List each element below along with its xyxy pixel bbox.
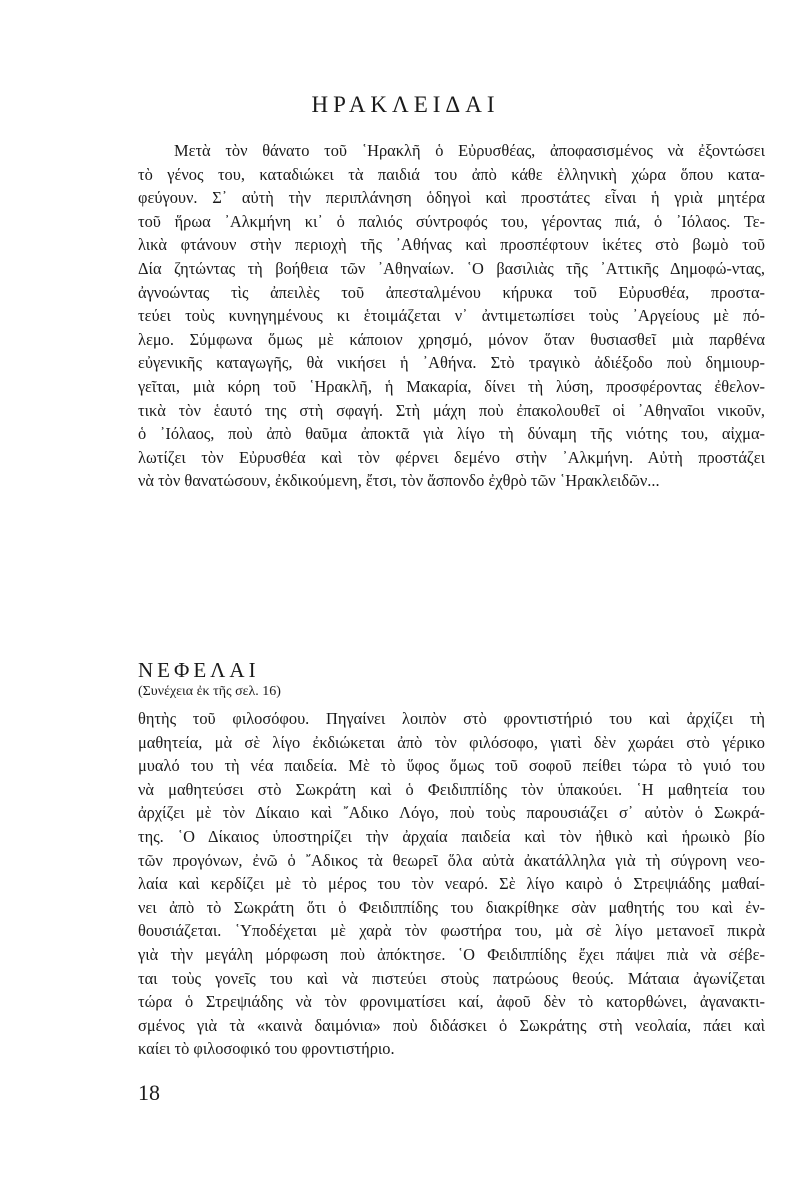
- text-line: τικὰ τὸν ἑαυτό της στὴ σφαγή. Στὴ μάχη ποὺ ἐπακολουθεῖ οἱ ᾽Αθηναῖοι νικοῦν,: [138, 400, 765, 420]
- text-line: σμένος γιὰ τὰ «καινὰ δαιμόνια» ποὺ διδάσκει ὁ Σωκράτης στὴ νεολαία, πάει καὶ: [138, 1015, 765, 1035]
- text-line: νει ἀπὸ τὸ Σωκράτη ὅτι ὁ Φειδιππίδης του διακρίθηκε σὰν μαθητής του καὶ ἐν-: [138, 897, 765, 917]
- text-line: γεῖται, μιὰ κόρη τοῦ ῾Ηρακλῆ, ἡ Μακαρία, δίνει τὴ λύση, προσφέροντας ἐθελον-: [138, 376, 765, 396]
- text-line: θητὴς τοῦ φιλοσόφου. Πηγαίνει λοιπὸν στὸ φροντιστήριό του καὶ ἀρχίζει τὴ: [138, 709, 765, 728]
- section-heracleidae-text: [138, 139, 765, 493]
- text-line: τώρα ὁ Στρεψιάδης νὰ τὸν φρονιματίσει καί, ἀφοῦ δὲν τὸ κατορθώνει, ἀγανακτι-: [138, 992, 765, 1012]
- page-number: 18: [138, 1080, 160, 1105]
- continued-note: (Συνέχεια ἐκ τῆς σελ. 16): [138, 684, 281, 699]
- text-line: λεμο. Σύμφωνα ὅμως μὲ κάποιον χρησμό, μόνον ὅταν θυσιασθεῖ μιὰ παρθένα: [138, 329, 765, 349]
- text-line: μαθητεία, μὰ σὲ λίγο ἐκδιώκεται ἀπὸ τὸν φιλόσοφο, γιατὶ δὲν χωράει στὸ γέρικο: [138, 732, 765, 752]
- text-line: λικὰ φτάνουν στὴν περιοχὴ τῆς ᾽Αθήνας καὶ προσπέφτουν ἱκέτες στὸ βωμὸ τοῦ: [138, 235, 765, 255]
- text-line: γιὰ τὴν μεγάλη μόρφωση ποὺ ἀπόκτησε. ῾Ο Φειδιππίδης ἔχει πάψει πιὰ νὰ σέβε-: [138, 944, 765, 964]
- text-line: εὐγενικῆς καταγωγῆς, θὰ νικήσει ἡ ᾽Αθήνα. Στὸ τραγικὸ ἀδιέξοδο ποὺ δημιουρ-: [138, 353, 765, 373]
- text-line: Δία ζητώντας τὴ βοήθεια τῶν ᾽Αθηναίων. ῾Ο βασιλιὰς τῆς ᾽Αττικῆς Δημοφώ-ντας,: [138, 258, 765, 278]
- text-line: τὸ γένος του, καταδιώκει τὰ παιδιά του ἀπὸ κάθε ἑλληνικὴ χώρα ὅπου κατα-: [138, 164, 765, 184]
- text-line: ται τοὺς γονεῖς του καὶ νὰ πιστεύει στοὺς πατρώους θεούς. Μάταια ἀγωνίζεται: [138, 968, 765, 988]
- text-line: Μετὰ τὸν θάνατο τοῦ ῾Ηρακλῆ ὁ Εὐρυσθέας, ἀποφασισμένος νὰ ἐξοντώσει: [174, 141, 765, 160]
- section-heading: ΝΕΦΕΛΑΙ: [138, 658, 260, 682]
- text-line: τοῦ ἥρωα ᾽Αλκμήνη κι᾽ ὁ παλιός σύντροφός του, γέροντας πιά, ὁ ᾽Ιόλαος. Τε-: [138, 211, 765, 231]
- text-line: νὰ μαθητεύσει στὸ Σωκράτη καὶ ὁ Φειδιππίδης τὸν ὑπακούει. ῾Η μαθητεία του: [138, 779, 765, 799]
- text-line: λωτίζει τὸν Εὐρυσθέα καὶ τὸν φέρνει δεμένο στὴν ᾽Αλκμήνη. Αὐτὴ προστάζει: [138, 447, 765, 467]
- text-line: φεύγουν. Σ᾽ αὐτὴ τὴν περιπλάνηση ὁδηγοὶ καὶ προστάτες εἶναι ἡ γριὰ μητέρα: [138, 188, 765, 208]
- text-line: νὰ τὸν θανατώσουν, ἐκδικούμενη, ἔτσι, τὸν ἄσπονδο ἐχθρὸ τῶν ῾Ηρακλειδῶν...: [138, 471, 660, 491]
- text-line: μυαλό του τὴ νέα παιδεία. Μὲ τὸ ὕφος ὅμως τοῦ σοφοῦ πείθει τώρα τὸ γυιό του: [138, 756, 765, 776]
- text-line: τεύει τοὺς κυνηγημένους κι ἑτοιμάζεται ν᾽ ἀντιμετωπίσει τοὺς ᾽Αργείους μὲ πό-: [138, 306, 765, 326]
- page-title: ΗΡΑΚΛΕΙΔΑΙ: [311, 92, 500, 117]
- text-line: τῶν προγόνων, ἐνῶ ὁ ῎Αδικος τὰ θεωρεῖ ὅλα αὐτὰ ἀκατάλληλα γιὰ τὴ σύγρονη νεο-: [138, 850, 765, 870]
- text-line: καίει τὸ φιλοσοφικό του φροντιστήριο.: [138, 1039, 395, 1059]
- text-line: της. ῾Ο Δίκαιος ὑποστηρίζει τὴν ἀρχαία παιδεία καὶ τὸν ἠθικὸ καὶ ἡρωικὸ βίο: [138, 826, 765, 846]
- text-line: ὁ ᾽Ιόλαος, ποὺ ἀπὸ θαῦμα ἀποκτᾶ γιὰ λίγο τὴ δύναμη τῆς νιότης του, αἰχμα-: [138, 424, 765, 444]
- section-nephelai-text: [138, 707, 765, 1061]
- text-line: ἀγνοώντας τὶς ἀπειλὲς τοῦ ἀπεσταλμένου κήρυκα τοῦ Εὐρυσθέα, προστα-: [138, 282, 765, 302]
- text-line: ἀρχίζει μὲ τὸν Δίκαιο καὶ ῎Αδικο Λόγο, ποὺ τοὺς παρουσιάζει σ᾽ αὐτὸν ὁ Σωκρά-: [138, 803, 765, 823]
- text-line: λαία καὶ κερδίζει μὲ τὸ μέρος του τὸν νεαρό. Σὲ λίγο καιρὸ ὁ Στρεψιάδης μαθαί-: [138, 874, 765, 894]
- text-line: θουσιάζεται. ῾Υποδέχεται μὲ χαρὰ τὸν φωστήρα του, μὰ σὲ λίγο μετανοεῖ πικρὰ: [138, 921, 765, 941]
